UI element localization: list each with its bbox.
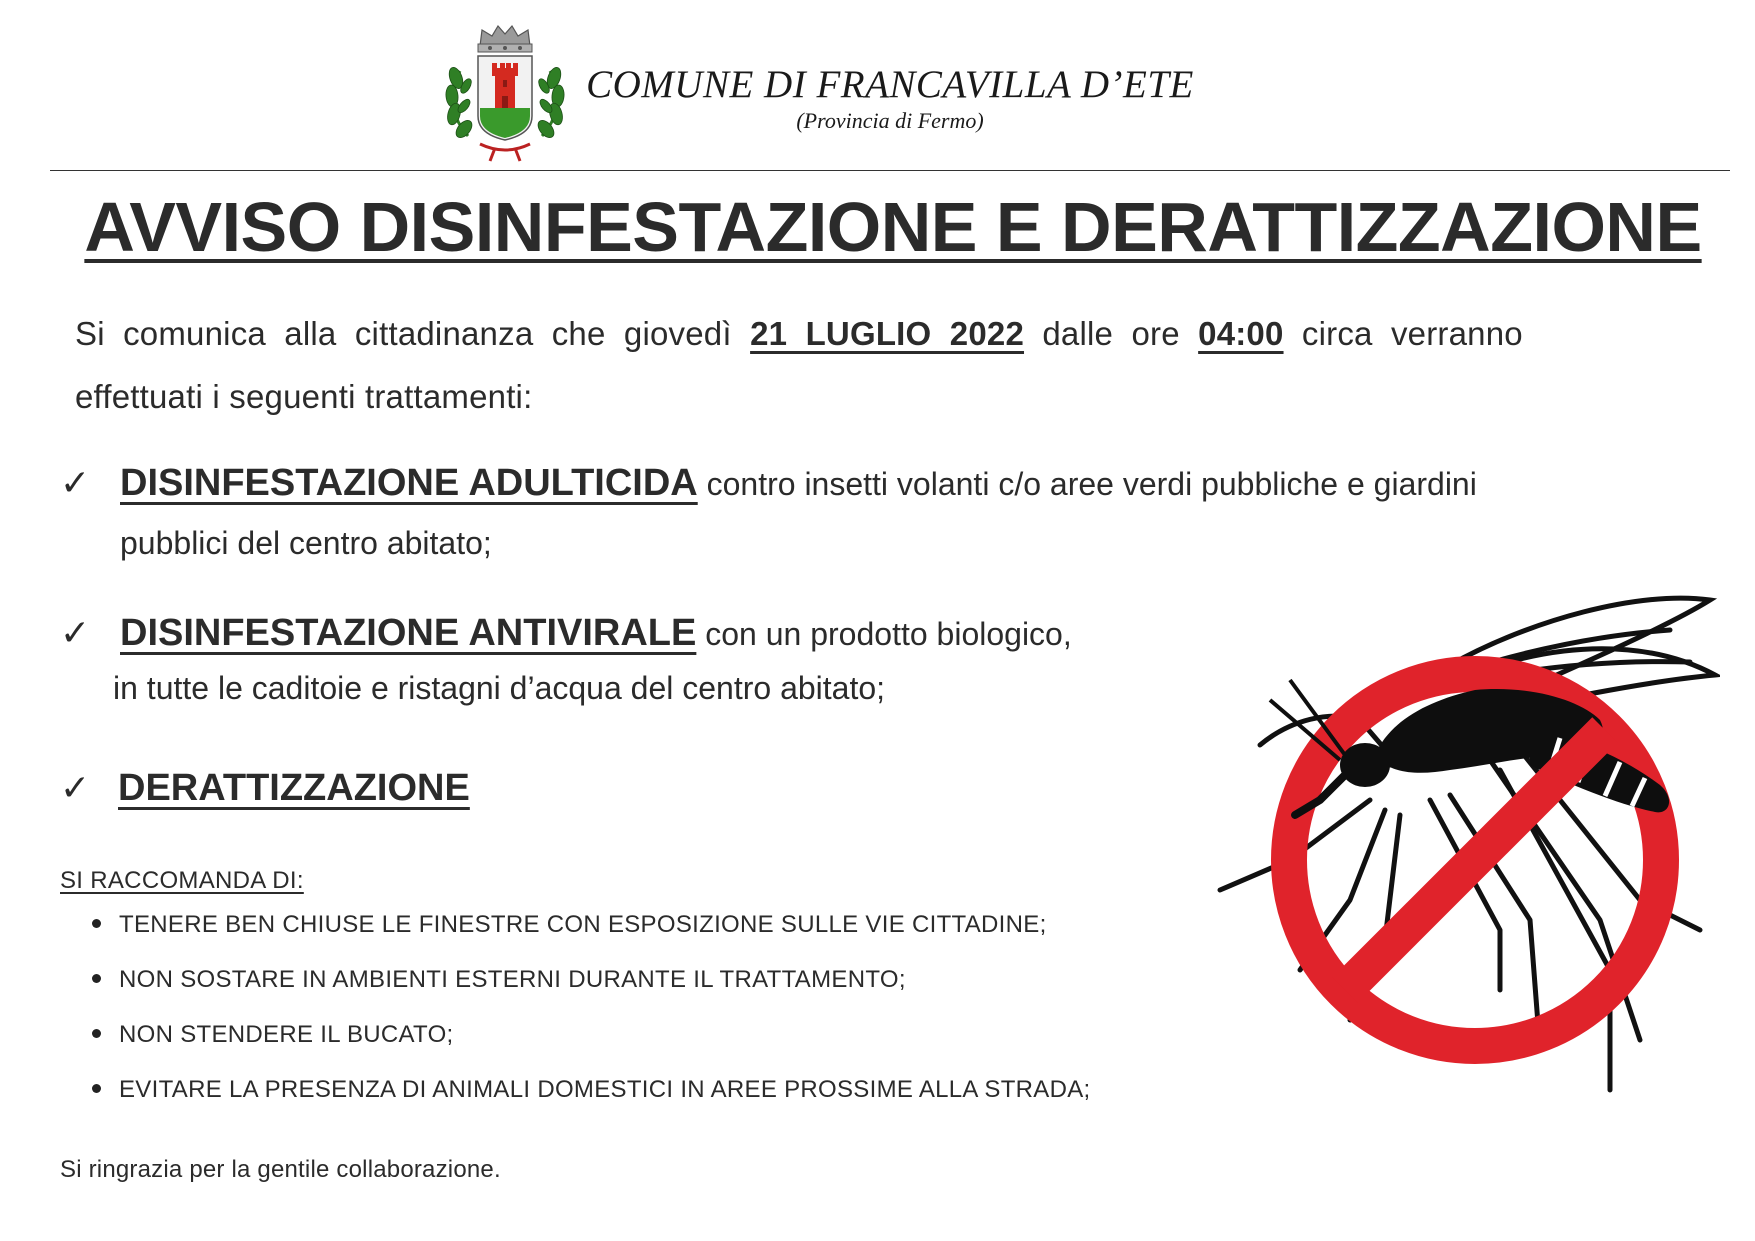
intro-paragraph: [75, 315, 1675, 353]
recommendation-text: NON STENDERE IL BUCATO;: [119, 1021, 454, 1048]
treatment-time: 04:00: [1198, 315, 1284, 352]
recommendation-text: EVITARE LA PRESENZA DI ANIMALI DOMESTICI IN AREE PROSSIME ALLA STRADA;: [119, 1076, 1091, 1103]
recommendation-item: [92, 1021, 454, 1049]
bullet-icon: [92, 919, 101, 928]
recommendation-item: [92, 1076, 1091, 1104]
recommendation-text: TENERE BEN CHIUSE LE FINESTRE CON ESPOSIZIONE SULLE VIE CITTADINE;: [119, 911, 1047, 938]
treatment-title: DERATTIZZAZIONE: [118, 767, 470, 809]
bullet-icon: [92, 1084, 101, 1093]
treatment-description: contro insetti volanti c/o aree verdi pubbliche e giardini: [697, 466, 1477, 502]
treatment-description-cont: pubblici del centro abitato;: [120, 525, 492, 561]
treatment-item: [120, 612, 1072, 655]
checkmark-icon: ✓: [60, 612, 91, 653]
treatment-title: DISINFESTAZIONE ADULTICIDA: [120, 462, 698, 504]
bullet-icon: [92, 1029, 101, 1038]
treatment-item: [118, 767, 470, 810]
treatment-date: 21 LUGLIO 2022: [750, 315, 1025, 352]
bullet-icon: [92, 974, 101, 983]
shield-icon: [478, 56, 532, 140]
treatment-description: con un prodotto biologico,: [696, 616, 1072, 652]
crown-icon: [478, 26, 532, 52]
provincia-subtitle: (Provincia di Fermo): [796, 108, 984, 133]
treatment-description-cont: in tutte le caditoie e ristagni d’acqua del centro abitato;: [113, 670, 886, 706]
closing-text: Si ringrazia per la gentile collaborazione.: [60, 1156, 501, 1183]
intro-text-line2: effettuati i seguenti trattamenti:: [75, 378, 533, 415]
checkmark-icon: ✓: [60, 462, 91, 503]
recommendation-text: NON SOSTARE IN AMBIENTI ESTERNI DURANTE IL TRATTAMENTO;: [119, 966, 906, 993]
intro-text-3: circa verranno: [1283, 315, 1523, 352]
intro-text-1: Si comunica alla cittadinanza che giovedì: [75, 315, 751, 352]
checkmark-icon: ✓: [60, 767, 91, 808]
no-mosquito-icon: [1200, 570, 1720, 1130]
notice-title: AVVISO DISINFESTAZIONE E DERATTIZZAZIONE: [84, 188, 1702, 266]
header-divider: [50, 170, 1730, 171]
treatment-item: [120, 462, 1477, 505]
recommendations-heading: SI RACCOMANDA DI:: [60, 867, 304, 894]
coat-of-arms-icon: [440, 16, 570, 166]
treatment-title: DISINFESTAZIONE ANTIVIRALE: [120, 612, 697, 654]
comune-name: COMUNE DI FRANCAVILLA D’ETE: [586, 63, 1194, 106]
intro-text-2: dalle ore: [1024, 315, 1199, 352]
recommendation-item: [92, 911, 1047, 939]
recommendation-item: [92, 966, 906, 994]
